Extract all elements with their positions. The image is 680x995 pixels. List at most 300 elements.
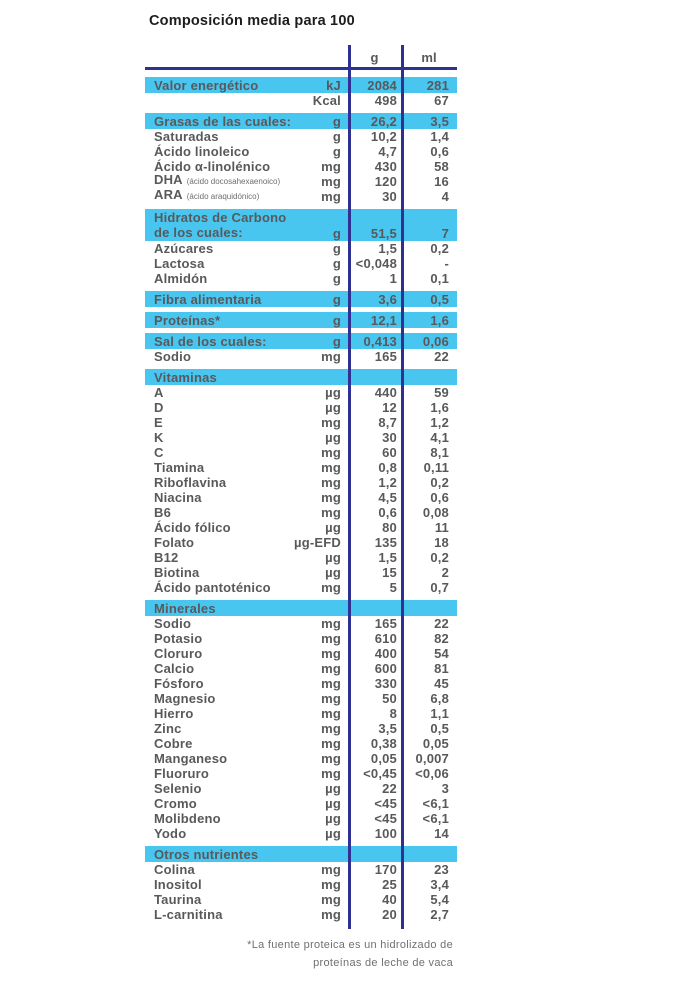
- row-label: Niacina: [154, 489, 202, 505]
- row-unit: mg: [321, 690, 341, 706]
- row-left: [145, 370, 348, 385]
- row-value-g: 135: [374, 534, 397, 550]
- row-left: [145, 736, 348, 751]
- header-rule: [145, 67, 457, 70]
- row-value-ml: 0,06: [422, 333, 449, 349]
- row-label-line2: de los cuales:: [154, 225, 243, 240]
- row-left: [145, 811, 348, 826]
- table-row: [145, 333, 457, 349]
- row-value-ml: 0,05: [422, 735, 449, 751]
- row-left: [145, 187, 348, 204]
- row-value-g: 80: [382, 519, 397, 535]
- row-left: [145, 862, 348, 877]
- row-unit: mg: [321, 891, 341, 907]
- row-unit: µg: [325, 519, 341, 535]
- table-row: [145, 209, 457, 241]
- row-unit: mg: [321, 459, 341, 475]
- row-value-ml: 2: [441, 564, 449, 580]
- row-unit: µg: [325, 810, 341, 826]
- row-left: [145, 241, 348, 256]
- section-hidratos-de-carbono: [145, 209, 457, 286]
- row-value-g: 4,5: [378, 489, 397, 505]
- row-value-ml: 58: [434, 158, 449, 174]
- section-header-row: [145, 600, 457, 616]
- column-divider-ml: [401, 45, 404, 929]
- table-row: [145, 475, 457, 490]
- row-value-ml: 3: [441, 780, 449, 796]
- section-valor-energetico: [145, 77, 457, 108]
- row-label: Fósforo: [154, 675, 204, 691]
- row-value-g: 2084: [367, 77, 397, 93]
- row-value-ml: 45: [434, 675, 449, 691]
- table-row: [145, 907, 457, 922]
- row-value-ml: <0,06: [415, 765, 449, 781]
- page-title: Composición media para 100: [149, 13, 355, 29]
- table-row: [145, 892, 457, 907]
- table-row: [145, 77, 457, 93]
- row-value-g: 5: [389, 579, 397, 595]
- row-value-g: 170: [374, 861, 397, 877]
- row-value-ml: 22: [434, 615, 449, 631]
- row-left: [145, 706, 348, 721]
- row-unit: g: [332, 312, 341, 328]
- row-label: Riboflavina: [154, 474, 227, 490]
- column-divider-g: [348, 45, 351, 929]
- row-value-ml: 1,6: [430, 399, 449, 415]
- row-left: [145, 907, 348, 922]
- row-label: Hierro: [154, 705, 194, 721]
- row-label: Sodio: [154, 348, 192, 364]
- table-row: [145, 520, 457, 535]
- table-row: [145, 676, 457, 691]
- row-value-g: 0,38: [370, 735, 397, 751]
- row-unit: mg: [321, 906, 341, 922]
- row-value-g: 600: [374, 660, 397, 676]
- table-row: [145, 144, 457, 159]
- row-left: [145, 877, 348, 892]
- row-left: [145, 144, 348, 159]
- row-value-g: 1,2: [378, 474, 397, 490]
- row-left: [145, 78, 348, 93]
- row-unit: mg: [321, 444, 341, 460]
- row-label: Ácido fólico: [154, 519, 231, 535]
- table-row: [145, 312, 457, 328]
- row-left: [145, 400, 348, 415]
- row-label: Lactosa: [154, 255, 205, 271]
- row-value-g: 430: [374, 158, 397, 174]
- row-value-ml: 0,6: [430, 143, 449, 159]
- table-row: [145, 721, 457, 736]
- table-row: [145, 766, 457, 781]
- table-row: [145, 580, 457, 595]
- row-label: Ácido linoleico: [154, 143, 250, 159]
- row-unit: mg: [321, 645, 341, 661]
- row-unit: µg: [325, 825, 341, 841]
- row-left: [145, 256, 348, 271]
- row-left: [145, 565, 348, 580]
- row-left: [145, 535, 348, 550]
- table-row: [145, 535, 457, 550]
- row-value-g: <0,048: [355, 255, 397, 271]
- row-value-ml: 4: [441, 188, 449, 204]
- row-value-g: 25: [382, 876, 397, 892]
- footnote-line1: *La fuente proteica es un hidrolizado de: [247, 939, 453, 951]
- row-label: Colina: [154, 861, 195, 877]
- row-label: A: [154, 384, 164, 400]
- row-unit: Kcal: [312, 92, 341, 108]
- row-label: Cromo: [154, 795, 197, 811]
- table-row: [145, 781, 457, 796]
- row-left: [145, 781, 348, 796]
- row-unit: mg: [321, 720, 341, 736]
- row-value-g: 30: [382, 429, 397, 445]
- row-value-ml: 1,4: [430, 128, 449, 144]
- row-left: [145, 475, 348, 490]
- row-label: Molibdeno: [154, 810, 221, 826]
- row-label: Azúcares: [154, 240, 214, 256]
- row-left: [145, 661, 348, 676]
- row-label: Folato: [154, 534, 195, 550]
- row-left: [145, 520, 348, 535]
- row-left: [145, 271, 348, 286]
- row-label: B6: [154, 504, 172, 520]
- column-header-ml: ml: [421, 50, 437, 65]
- row-unit: mg: [321, 861, 341, 877]
- table-row: [145, 186, 457, 204]
- row-unit: µg: [325, 795, 341, 811]
- row-value-g: 165: [374, 348, 397, 364]
- row-unit: g: [332, 128, 341, 144]
- row-value-ml: 0,2: [430, 474, 449, 490]
- row-value-ml: 6,8: [430, 690, 449, 706]
- row-label: Inositol: [154, 876, 202, 892]
- row-label: C: [154, 444, 164, 460]
- row-left: [145, 751, 348, 766]
- row-value-g: 40: [382, 891, 397, 907]
- row-left: [145, 445, 348, 460]
- row-label: Sal de los cuales:: [154, 333, 267, 349]
- row-unit: g: [332, 333, 341, 349]
- table-row: [145, 862, 457, 877]
- table-row: [145, 616, 457, 631]
- row-value-g: 610: [374, 630, 397, 646]
- row-value-ml: 0,5: [430, 291, 449, 307]
- row-value-g: 1: [389, 270, 397, 286]
- row-value-ml: 14: [434, 825, 449, 841]
- row-label: ARA (ácido araquidónico): [154, 186, 260, 202]
- section-vitaminas: [145, 369, 457, 595]
- table-row: [145, 460, 457, 475]
- row-label: Yodo: [154, 825, 187, 841]
- table-row: [145, 93, 457, 108]
- row-label-note: (ácido araquidónico): [186, 191, 260, 201]
- row-value-ml: -: [444, 255, 449, 271]
- footnote: [247, 936, 453, 972]
- table-row: [145, 796, 457, 811]
- row-left: [145, 460, 348, 475]
- row-value-g: 440: [374, 384, 397, 400]
- row-value-ml: 0,007: [415, 750, 449, 766]
- section-header-row: [145, 369, 457, 385]
- row-left: [145, 721, 348, 736]
- row-value-ml: 5,4: [430, 891, 449, 907]
- row-label: [154, 210, 286, 241]
- table-row: [145, 550, 457, 565]
- row-unit: µg: [325, 399, 341, 415]
- row-unit: g: [332, 240, 341, 256]
- row-unit: mg: [321, 750, 341, 766]
- row-value-g: 15: [382, 564, 397, 580]
- row-label-note: (ácido docosahexaenoico): [186, 176, 281, 186]
- row-unit: mg: [321, 876, 341, 892]
- row-value-ml: 16: [434, 173, 449, 189]
- row-label: Valor energético: [154, 77, 259, 93]
- table-row: [145, 706, 457, 721]
- row-left: [145, 550, 348, 565]
- row-value-g: 10,2: [370, 128, 397, 144]
- row-label: E: [154, 414, 163, 430]
- section-proteinas: [145, 312, 457, 328]
- row-left: [145, 313, 348, 328]
- table-row: [145, 291, 457, 307]
- table-row: [145, 631, 457, 646]
- row-left: [145, 334, 348, 349]
- row-label: Fibra alimentaria: [154, 291, 262, 307]
- row-unit: g: [332, 270, 341, 286]
- row-value-g: 0,8: [378, 459, 397, 475]
- row-left: [145, 796, 348, 811]
- row-value-ml: 7: [441, 225, 449, 241]
- row-value-ml: <6,1: [422, 810, 449, 826]
- row-value-g: <45: [374, 795, 397, 811]
- table-row: [145, 736, 457, 751]
- row-value-ml: 22: [434, 348, 449, 364]
- row-label: Potasio: [154, 630, 203, 646]
- row-unit: µg: [325, 384, 341, 400]
- row-value-g: 12: [382, 399, 397, 415]
- row-label: Grasas de las cuales:: [154, 113, 292, 129]
- row-value-ml: 0,2: [430, 549, 449, 565]
- table-row: [145, 811, 457, 826]
- row-label: Minerales: [154, 600, 216, 616]
- row-left: [145, 114, 348, 129]
- row-value-ml: 81: [434, 660, 449, 676]
- row-label: Magnesio: [154, 690, 216, 706]
- row-value-ml: 3,4: [430, 876, 449, 892]
- row-label: L-carnitina: [154, 906, 223, 922]
- row-value-g: 498: [374, 92, 397, 108]
- row-label: Ácido pantoténico: [154, 579, 271, 595]
- row-label-line1: Hidratos de Carbono: [154, 209, 287, 225]
- row-value-g: 8,7: [378, 414, 397, 430]
- row-left: [145, 601, 348, 616]
- row-unit: mg: [321, 705, 341, 721]
- row-value-ml: 18: [434, 534, 449, 550]
- row-unit: g: [332, 225, 341, 241]
- row-left: [145, 490, 348, 505]
- row-unit: mg: [321, 765, 341, 781]
- row-label: Calcio: [154, 660, 195, 676]
- row-left: [145, 892, 348, 907]
- row-label: Ácido α-linolénico: [154, 158, 271, 174]
- row-value-g: 50: [382, 690, 397, 706]
- row-value-g: 165: [374, 615, 397, 631]
- row-value-g: 8: [389, 705, 397, 721]
- table-row: [145, 129, 457, 144]
- row-left: [145, 430, 348, 445]
- row-value-ml: 11: [434, 519, 449, 535]
- row-left: [145, 385, 348, 400]
- row-left: [145, 826, 348, 841]
- row-label: Cobre: [154, 735, 193, 751]
- row-value-g: 120: [374, 173, 397, 189]
- row-left: [145, 691, 348, 706]
- table-row: [145, 430, 457, 445]
- row-value-g: 3,6: [378, 291, 397, 307]
- section-header-row: [145, 846, 457, 862]
- row-value-ml: 82: [434, 630, 449, 646]
- row-label: Proteínas*: [154, 312, 221, 328]
- row-unit: µg: [325, 549, 341, 565]
- table-row: [145, 661, 457, 676]
- table-row: [145, 751, 457, 766]
- row-unit: mg: [321, 348, 341, 364]
- row-left: [145, 349, 348, 364]
- row-unit: mg: [321, 188, 341, 204]
- row-label: Fluoruro: [154, 765, 210, 781]
- row-value-g: 3,5: [378, 720, 397, 736]
- row-left: [145, 505, 348, 520]
- row-label: B12: [154, 549, 179, 565]
- section-otros-nutrientes: [145, 846, 457, 922]
- section-sal: [145, 333, 457, 364]
- table-row: [145, 490, 457, 505]
- row-left: [145, 292, 348, 307]
- row-label: Vitaminas: [154, 369, 217, 385]
- table-row: [145, 877, 457, 892]
- row-value-ml: 59: [434, 384, 449, 400]
- row-value-ml: 0,11: [423, 459, 449, 475]
- row-value-g: 0,413: [363, 333, 397, 349]
- row-label: D: [154, 399, 164, 415]
- row-value-g: 26,2: [370, 113, 397, 129]
- row-value-ml: 67: [434, 92, 449, 108]
- table-row: [145, 113, 457, 129]
- row-unit: mg: [321, 504, 341, 520]
- row-unit: mg: [321, 735, 341, 751]
- table-row: [145, 565, 457, 580]
- row-unit: g: [332, 291, 341, 307]
- row-left: [145, 616, 348, 631]
- table-row: [145, 445, 457, 460]
- row-unit: µg: [325, 564, 341, 580]
- row-left: [145, 415, 348, 430]
- section-grasas: [145, 113, 457, 204]
- row-value-ml: 1,2: [430, 414, 449, 430]
- row-value-ml: 0,6: [430, 489, 449, 505]
- row-value-g: <0,45: [363, 765, 397, 781]
- row-value-ml: 0,7: [430, 579, 449, 595]
- row-left: [145, 766, 348, 781]
- table-row: [145, 826, 457, 841]
- row-label: Sodio: [154, 615, 192, 631]
- row-value-g: 330: [374, 675, 397, 691]
- row-unit: µg: [325, 429, 341, 445]
- row-label: Selenio: [154, 780, 202, 796]
- row-label: Biotina: [154, 564, 200, 580]
- row-unit: kJ: [326, 77, 341, 93]
- row-unit: mg: [321, 675, 341, 691]
- row-unit: mg: [321, 579, 341, 595]
- footnote-line2: proteínas de leche de vaca: [313, 957, 453, 969]
- row-value-ml: 23: [434, 861, 449, 877]
- table-row: [145, 349, 457, 364]
- row-unit: g: [332, 143, 341, 159]
- row-label: Manganeso: [154, 750, 228, 766]
- row-value-g: 30: [382, 188, 397, 204]
- row-label: Otros nutrientes: [154, 846, 259, 862]
- row-value-ml: 54: [434, 645, 449, 661]
- row-value-ml: 0,1: [430, 270, 449, 286]
- table-row: [145, 646, 457, 661]
- row-value-g: 22: [382, 780, 397, 796]
- row-left: [145, 210, 348, 241]
- row-unit: mg: [321, 630, 341, 646]
- table-row: [145, 400, 457, 415]
- row-value-ml: <6,1: [422, 795, 449, 811]
- row-unit: mg: [321, 414, 341, 430]
- row-value-g: 4,7: [378, 143, 397, 159]
- row-value-g: <45: [374, 810, 397, 826]
- row-unit: mg: [321, 615, 341, 631]
- row-value-ml: 8,1: [430, 444, 449, 460]
- table-row: [145, 271, 457, 286]
- row-label: K: [154, 429, 164, 445]
- row-unit: g: [332, 113, 341, 129]
- row-unit: µg: [325, 780, 341, 796]
- row-value-g: 1,5: [378, 240, 397, 256]
- row-unit: mg: [321, 173, 341, 189]
- row-value-ml: 0,2: [430, 240, 449, 256]
- row-unit: mg: [321, 660, 341, 676]
- row-value-g: 51,5: [370, 225, 397, 241]
- section-minerales: [145, 600, 457, 841]
- row-value-g: 0,05: [370, 750, 397, 766]
- table-row: [145, 505, 457, 520]
- row-value-ml: 0,08: [422, 504, 449, 520]
- row-unit: mg: [321, 158, 341, 174]
- row-value-ml: 281: [426, 77, 449, 93]
- row-label: Cloruro: [154, 645, 203, 661]
- row-left: [145, 847, 348, 862]
- row-value-g: 20: [382, 906, 397, 922]
- table-row: [145, 256, 457, 271]
- row-value-ml: 3,5: [430, 113, 449, 129]
- row-left: [145, 646, 348, 661]
- row-value-g: 12,1: [370, 312, 397, 328]
- row-value-g: 100: [374, 825, 397, 841]
- table-row: [145, 415, 457, 430]
- row-value-ml: 0,5: [430, 720, 449, 736]
- row-left: [145, 129, 348, 144]
- column-headers: [145, 44, 457, 65]
- row-value-ml: 2,7: [430, 906, 449, 922]
- row-unit: g: [332, 255, 341, 271]
- row-unit: mg: [321, 474, 341, 490]
- row-unit: µg-EFD: [294, 534, 341, 550]
- row-value-g: 1,5: [378, 549, 397, 565]
- table-row: [145, 691, 457, 706]
